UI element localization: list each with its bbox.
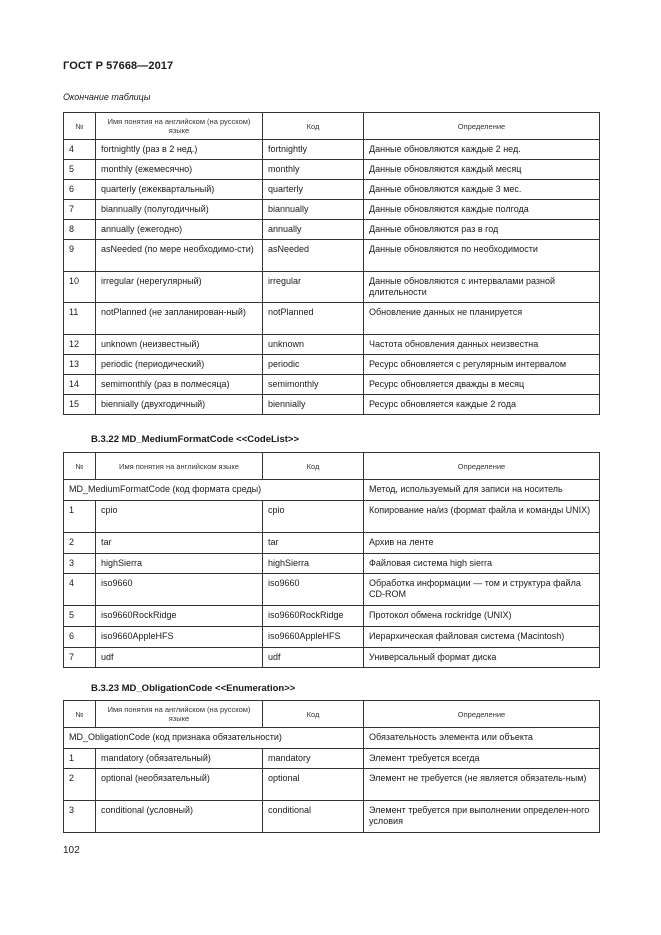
cell-number: 14 bbox=[64, 375, 96, 395]
header-number: № bbox=[64, 113, 96, 140]
cell-number: 13 bbox=[64, 355, 96, 375]
cell-number: 12 bbox=[64, 335, 96, 355]
cell-number: 3 bbox=[64, 554, 96, 574]
cell-name: udf bbox=[96, 648, 263, 668]
cell-definition: Данные обновляются по необходимости bbox=[364, 240, 600, 272]
cell-number: 3 bbox=[64, 801, 96, 833]
table-row bbox=[64, 606, 600, 627]
header-number: № bbox=[64, 453, 96, 480]
cell-name: notPlanned (не запланирован-ный) bbox=[96, 303, 263, 335]
cell-number: 5 bbox=[64, 606, 96, 627]
cell-definition: Ресурс обновляется с регулярным интервалом bbox=[364, 355, 600, 375]
table-row bbox=[64, 240, 600, 272]
cell-code: unknown bbox=[263, 335, 364, 355]
cell-code: mandatory bbox=[263, 749, 364, 769]
table-header-row bbox=[64, 701, 600, 728]
cell-number: 10 bbox=[64, 272, 96, 303]
cell-name: highSierra bbox=[96, 554, 263, 574]
table-row bbox=[64, 574, 600, 606]
cell-definition: Данные обновляются каждые полгода bbox=[364, 200, 600, 220]
table-row bbox=[64, 801, 600, 833]
header-number: № bbox=[64, 701, 96, 728]
class-name-cell: MD_MediumFormatCode (код формата среды) bbox=[64, 480, 364, 501]
header-code: Код bbox=[263, 453, 364, 480]
table-row bbox=[64, 627, 600, 648]
class-row bbox=[64, 480, 600, 501]
cell-name: iso9660 bbox=[96, 574, 263, 606]
cell-name: irregular (нерегулярный) bbox=[96, 272, 263, 303]
cell-code: biennially bbox=[263, 395, 364, 415]
cell-name: periodic (периодический) bbox=[96, 355, 263, 375]
cell-definition: Ресурс обновляется каждые 2 года bbox=[364, 395, 600, 415]
table-header-row bbox=[64, 453, 600, 480]
cell-definition: Данные обновляются раз в год bbox=[364, 220, 600, 240]
class-definition-cell: Метод, используемый для записи на носитель bbox=[364, 480, 600, 501]
cell-code: biannually bbox=[263, 200, 364, 220]
cell-code: iso9660AppleHFS bbox=[263, 627, 364, 648]
cell-name: iso9660AppleHFS bbox=[96, 627, 263, 648]
section-title-medium-format: B.3.22 MD_MediumFormatCode <<CodeList>> bbox=[91, 434, 299, 445]
table-row bbox=[64, 533, 600, 554]
cell-definition: Обработка информации — том и структура файла CD-ROM bbox=[364, 574, 600, 606]
table-row bbox=[64, 769, 600, 801]
cell-code: monthly bbox=[263, 160, 364, 180]
class-definition-cell: Обязательность элемента или объекта bbox=[364, 728, 600, 749]
section-title-obligation: B.3.23 MD_ObligationCode <<Enumeration>> bbox=[91, 683, 296, 694]
table-header-row bbox=[64, 113, 600, 140]
cell-code: irregular bbox=[263, 272, 364, 303]
table-row bbox=[64, 749, 600, 769]
cell-definition: Ресурс обновляется дважды в месяц bbox=[364, 375, 600, 395]
cell-code: iso9660RockRidge bbox=[263, 606, 364, 627]
cell-definition: Данные обновляются с интервалами разной длительности bbox=[364, 272, 600, 303]
cell-number: 2 bbox=[64, 769, 96, 801]
cell-definition: Универсальный формат диска bbox=[364, 648, 600, 668]
cell-name: mandatory (обязательный) bbox=[96, 749, 263, 769]
cell-name: conditional (условный) bbox=[96, 801, 263, 833]
cell-number: 6 bbox=[64, 627, 96, 648]
cell-code: periodic bbox=[263, 355, 364, 375]
class-row bbox=[64, 728, 600, 749]
header-definition: Определение bbox=[364, 453, 600, 480]
header-name: Имя понятия на английском (на русском) языке bbox=[96, 113, 263, 140]
class-name-cell: MD_ObligationCode (код признака обязательности) bbox=[64, 728, 364, 749]
cell-code: optional bbox=[263, 769, 364, 801]
frequency-table bbox=[63, 112, 600, 415]
cell-definition: Данные обновляются каждый месяц bbox=[364, 160, 600, 180]
cell-definition: Частота обновления данных неизвестна bbox=[364, 335, 600, 355]
table-row bbox=[64, 160, 600, 180]
cell-name: biennially (двухгодичный) bbox=[96, 395, 263, 415]
table-row bbox=[64, 200, 600, 220]
cell-number: 1 bbox=[64, 501, 96, 533]
table-row bbox=[64, 335, 600, 355]
cell-name: unknown (неизвестный) bbox=[96, 335, 263, 355]
cell-code: highSierra bbox=[263, 554, 364, 574]
page-number: 102 bbox=[63, 845, 80, 856]
table-row bbox=[64, 303, 600, 335]
cell-name: asNeeded (по мере необходимо-сти) bbox=[96, 240, 263, 272]
cell-definition: Архив на ленте bbox=[364, 533, 600, 554]
cell-definition: Файловая система high sierra bbox=[364, 554, 600, 574]
cell-number: 4 bbox=[64, 140, 96, 160]
cell-definition: Элемент не требуется (не является обязатель-ным) bbox=[364, 769, 600, 801]
cell-number: 9 bbox=[64, 240, 96, 272]
table-row bbox=[64, 501, 600, 533]
cell-number: 2 bbox=[64, 533, 96, 554]
table-row bbox=[64, 648, 600, 668]
cell-definition: Иерархическая файловая система (Macintosh) bbox=[364, 627, 600, 648]
cell-name: annually (ежегодно) bbox=[96, 220, 263, 240]
table-row bbox=[64, 554, 600, 574]
cell-code: notPlanned bbox=[263, 303, 364, 335]
cell-definition: Обновление данных не планируется bbox=[364, 303, 600, 335]
cell-code: udf bbox=[263, 648, 364, 668]
document-title: ГОСТ Р 57668—2017 bbox=[63, 60, 174, 72]
cell-definition: Копирование на/из (формат файла и команды UNIX) bbox=[364, 501, 600, 533]
cell-definition: Элемент требуется при выполнении определен-ного условия bbox=[364, 801, 600, 833]
table-row bbox=[64, 140, 600, 160]
cell-name: biannually (полугодичный) bbox=[96, 200, 263, 220]
cell-number: 7 bbox=[64, 200, 96, 220]
cell-definition: Протокол обмена rockridge (UNIX) bbox=[364, 606, 600, 627]
cell-code: asNeeded bbox=[263, 240, 364, 272]
cell-code: iso9660 bbox=[263, 574, 364, 606]
cell-number: 4 bbox=[64, 574, 96, 606]
obligation-table bbox=[63, 700, 600, 833]
header-definition: Определение bbox=[364, 701, 600, 728]
cell-code: cpio bbox=[263, 501, 364, 533]
header-definition: Определение bbox=[364, 113, 600, 140]
cell-name: tar bbox=[96, 533, 263, 554]
header-code: Код bbox=[263, 701, 364, 728]
medium-format-table bbox=[63, 452, 600, 668]
cell-code: semimonthly bbox=[263, 375, 364, 395]
cell-definition: Данные обновляются каждые 2 нед. bbox=[364, 140, 600, 160]
cell-name: semimonthly (раз в полмесяца) bbox=[96, 375, 263, 395]
table-row bbox=[64, 395, 600, 415]
header-name: Имя понятия на английском языке bbox=[96, 453, 263, 480]
cell-number: 1 bbox=[64, 749, 96, 769]
cell-name: quarterly (ежеквартальный) bbox=[96, 180, 263, 200]
cell-definition: Данные обновляются каждые 3 мес. bbox=[364, 180, 600, 200]
cell-number: 6 bbox=[64, 180, 96, 200]
cell-name: cpio bbox=[96, 501, 263, 533]
cell-definition: Элемент требуется всегда bbox=[364, 749, 600, 769]
cell-name: fortnightly (раз в 2 нед.) bbox=[96, 140, 263, 160]
cell-code: quarterly bbox=[263, 180, 364, 200]
cell-name: monthly (ежемесячно) bbox=[96, 160, 263, 180]
table-row bbox=[64, 355, 600, 375]
cell-number: 7 bbox=[64, 648, 96, 668]
cell-code: conditional bbox=[263, 801, 364, 833]
table-row bbox=[64, 180, 600, 200]
cell-number: 11 bbox=[64, 303, 96, 335]
cell-number: 8 bbox=[64, 220, 96, 240]
header-name: Имя понятия на английском (на русском) языке bbox=[96, 701, 263, 728]
table-row bbox=[64, 375, 600, 395]
cell-number: 15 bbox=[64, 395, 96, 415]
header-code: Код bbox=[263, 113, 364, 140]
cell-name: optional (необязательный) bbox=[96, 769, 263, 801]
table-row bbox=[64, 272, 600, 303]
cell-code: tar bbox=[263, 533, 364, 554]
cell-code: fortnightly bbox=[263, 140, 364, 160]
cell-name: iso9660RockRidge bbox=[96, 606, 263, 627]
cell-number: 5 bbox=[64, 160, 96, 180]
cell-code: annually bbox=[263, 220, 364, 240]
table-caption: Окончание таблицы bbox=[63, 92, 151, 102]
table-row bbox=[64, 220, 600, 240]
